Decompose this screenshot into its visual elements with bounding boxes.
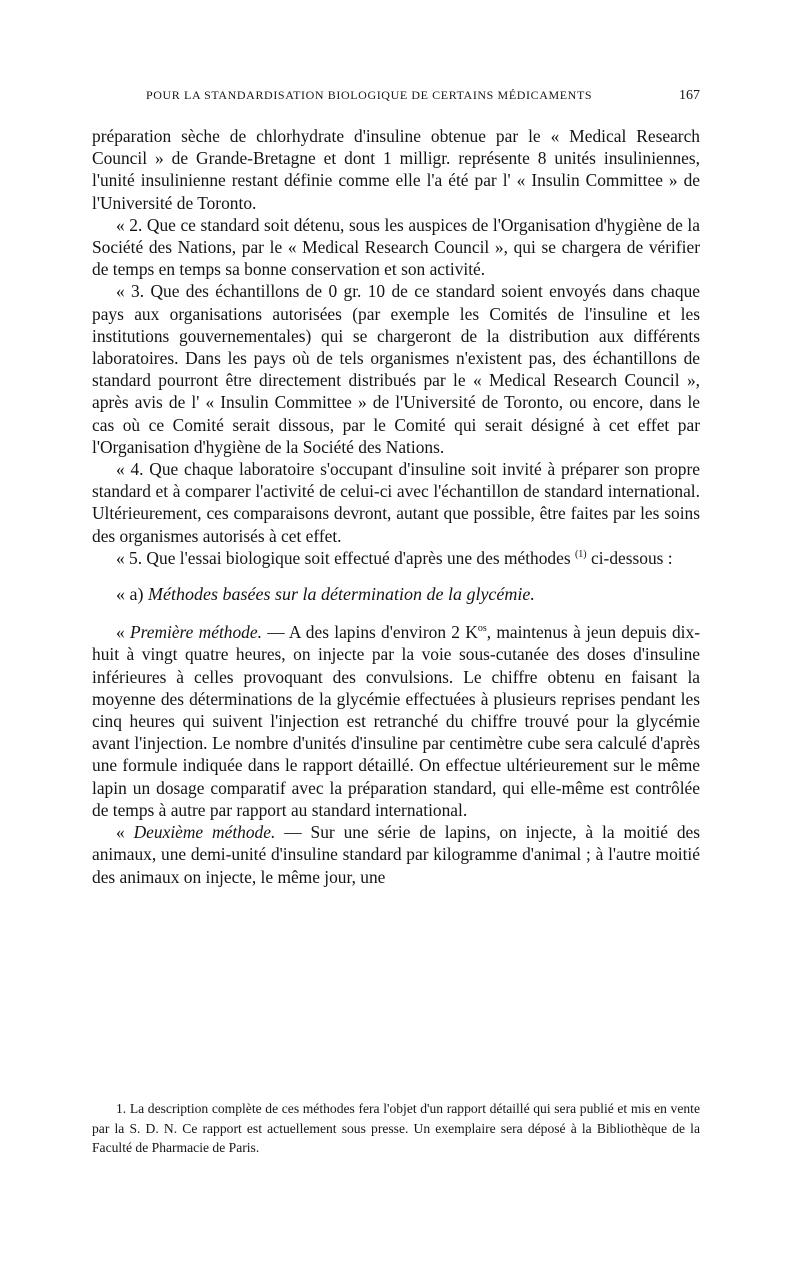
section-prefix: « a) <box>116 584 144 605</box>
paragraph-5 <box>92 547 700 569</box>
method-1-text-a: — A des lapins d'environ 2 K <box>267 622 478 643</box>
body-text <box>92 125 700 888</box>
section-title: Méthodes basées sur la détermination de la glycémie. <box>147 584 535 605</box>
method-1-title: Première méthode. <box>129 622 262 643</box>
page <box>92 88 700 888</box>
paragraph-5-tail: ci-dessous : <box>591 547 673 568</box>
footnote-1: 1. La description complète de ces méthodes fera l'objet d'un rapport détaillé qui sera publié et mis en vente par la S. D. N. Ce rapport est actuellement sous presse. Un exemplaire sera déposé à la Bibliothèque de la Faculté de Pharmacie de Paris. <box>92 1101 700 1155</box>
method-2-prefix: « <box>116 822 125 843</box>
paragraph-3: « 3. Que des échantillons de 0 gr. 10 de ce standard soient envoyés dans chaque pays aux organisations autorisées (par exemple les Comités de l'insuline et les institutions gouvernementales) qui se chargeront de la distribution aux différents laboratoires. Dans les pays où de tels organismes n'existent pas, des échantillons de standard pourront être directement distribués par le « Medical Research Council », après avis de l' « Insulin Committee » de l'Université de Toronto, ou encore, dans le cas où ce Comité serait dissous, par le Comité qui serait désigné à cet effet par l'Organisation d'hygiène de la Société des Nations. <box>92 281 700 457</box>
footnotes <box>92 1099 700 1158</box>
running-head-title: POUR LA STANDARDISATION BIOLOGIQUE DE CERTAINS MÉDICAMENTS <box>146 88 593 102</box>
section-heading <box>92 583 700 605</box>
page-number: 167 <box>679 88 700 103</box>
method-1-superscript: os <box>477 623 487 635</box>
method-2-title: Deuxième méthode. <box>133 822 276 843</box>
paragraph-2: « 2. Que ce standard soit détenu, sous les auspices de l'Organisation d'hygiène de la Société des Nations, par le « Medical Research Council », qui se chargera de vérifier de temps en temps sa bonne conservation et son activité. <box>92 214 700 280</box>
paragraph-1: préparation sèche de chlorhydrate d'insuline obtenue par le « Medical Research Council » de Grande-Bretagne et dont 1 milligr. représente 8 unités insuliniennes, l'unité insulinienne restant définie comme elle l'a été par l' « Insulin Committee » de l'Université de Toronto. <box>92 126 700 213</box>
paragraph-4: « 4. Que chaque laboratoire s'occupant d'insuline soit invité à préparer son propre standard et à comparer l'activité de celui-ci avec l'échantillon de standard international. Ultérieurement, ces comparaisons devront, autant que possible, être faites par les soins des organismes autorisés à cet effet. <box>92 459 700 546</box>
footnote-reference: (1) <box>574 548 587 560</box>
method-2-text: — Sur une série de lapins, on injecte, à la moitié des animaux, une demi-unité d'insuline standard par kilogramme d'animal ; à l'autre moitié des animaux on injecte, le même jour, une <box>92 822 700 887</box>
method-2-paragraph <box>92 821 700 888</box>
method-1-prefix: « <box>116 622 125 643</box>
method-1-paragraph <box>92 621 700 821</box>
method-1-text-b: , maintenus à jeun depuis dix-huit à vingt quatre heures, on injecte par la voie sous-cutanée des doses d'insuline inférieures à celles provoquant des convulsions. Le chiffre obtenu en faisant la moyenne des déterminations de la glycémie effectuées à plusieurs reprises pendant les cinq heures qui suivent l'injection est retranché du chiffre trouvé pour la glycémie avant l'injection. Le nombre d'unités d'insuline par centimètre cube sera calculé d'après une formule indiquée dans le rapport détaillé. On effectue ultérieurement sur le même lapin un dosage comparatif avec la préparation standard, qui elle-même est contrôlée de temps à autre par rapport au standard international. <box>92 622 700 820</box>
paragraph-5-text: « 5. Que l'essai biologique soit effectué d'après une des méthodes <box>116 547 571 568</box>
running-head <box>146 88 700 104</box>
